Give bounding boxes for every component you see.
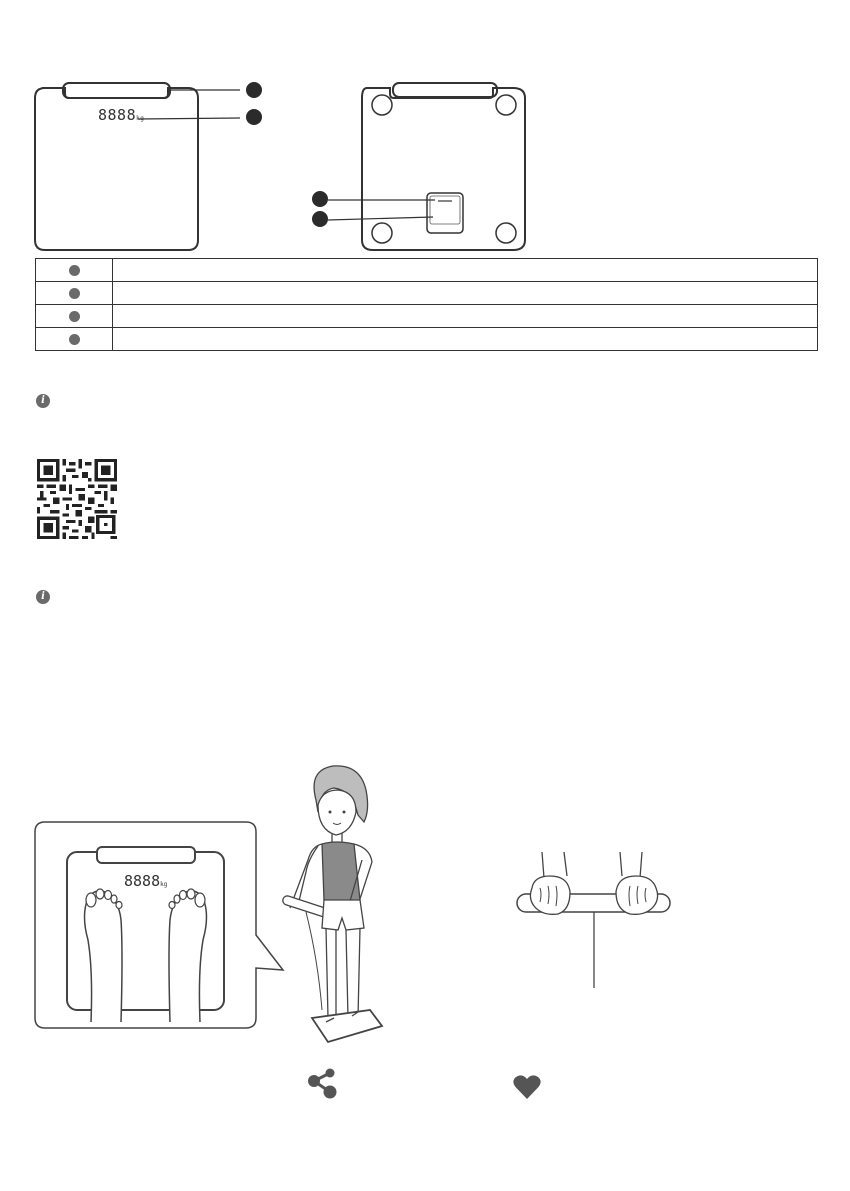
info-icon: i (36, 590, 50, 604)
scale-display-digits: 8888kg (98, 106, 145, 124)
heart-icon (513, 1074, 541, 1100)
qr-code[interactable] (37, 459, 117, 539)
woman-on-scale-illustration (278, 760, 388, 1050)
zoom-display-digits: 8888kg (124, 872, 168, 890)
info-icon: i (36, 394, 50, 408)
callout-2 (246, 109, 262, 125)
marker-dot (69, 311, 80, 322)
feet-on-scale-zoom-panel (33, 820, 288, 1035)
callout-3 (312, 191, 328, 207)
share-icon (306, 1068, 338, 1100)
table-row (36, 328, 818, 351)
scale-front-diagram (30, 80, 280, 255)
hands-holding-handle-illustration (512, 848, 677, 993)
callout-1 (246, 82, 262, 98)
marker-dot (69, 334, 80, 345)
marker-dot (69, 265, 80, 276)
callout-4 (312, 211, 328, 227)
legend-text (113, 282, 818, 305)
legend-text (113, 328, 818, 351)
marker-dot (69, 288, 80, 299)
callout-leaders-back (320, 190, 440, 230)
table-row (36, 259, 818, 282)
table-row (36, 305, 818, 328)
legend-text (113, 259, 818, 282)
legend-text (113, 305, 818, 328)
table-row (36, 282, 818, 305)
parts-legend-table (35, 258, 818, 351)
